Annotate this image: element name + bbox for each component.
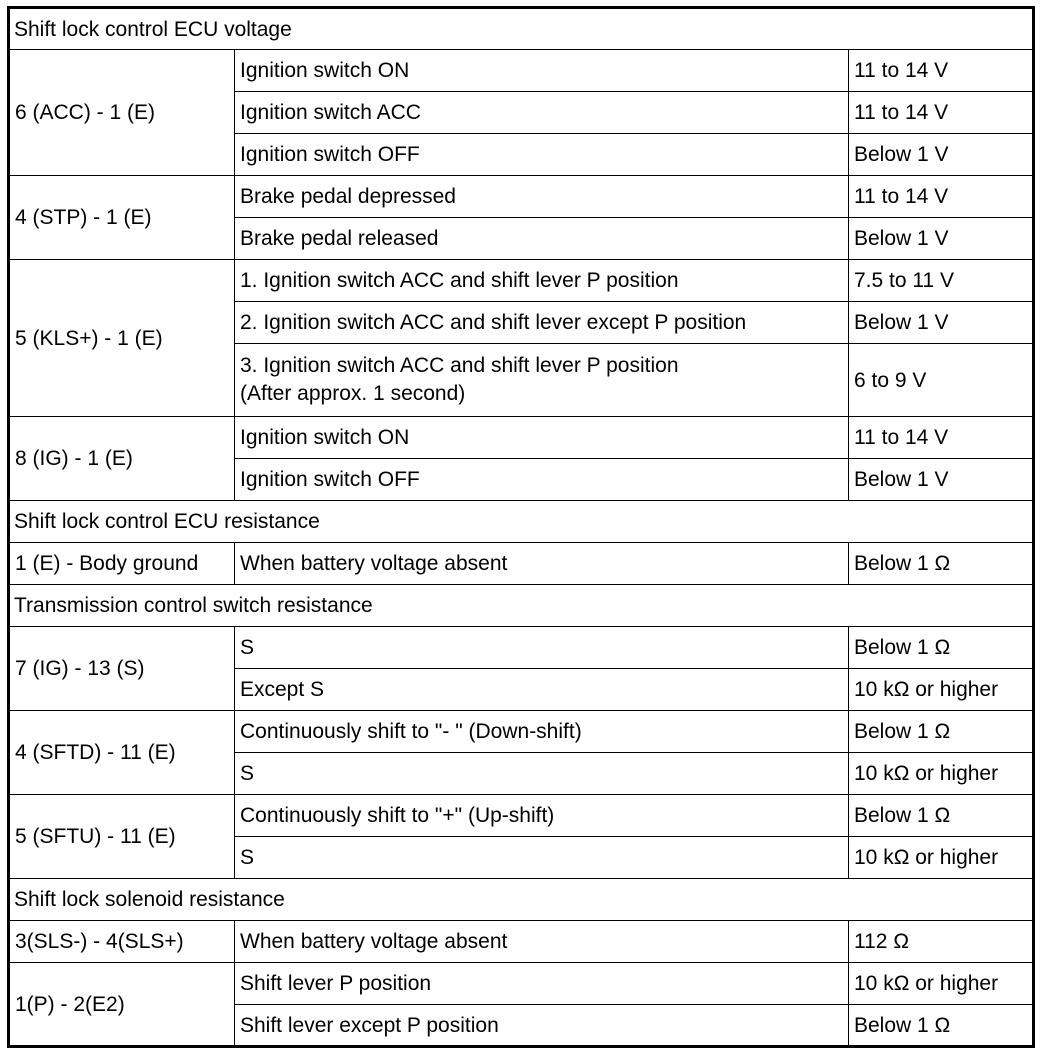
spec-cell: 112 Ω: [849, 921, 1034, 963]
condition-cell: When battery voltage absent: [235, 921, 849, 963]
terminal-cell: 1 (E) - Body ground: [9, 543, 235, 585]
section-header-row: [9, 879, 1034, 921]
specification-table: [7, 6, 1035, 1048]
table-row: [9, 260, 1034, 302]
condition-cell: S: [235, 753, 849, 795]
condition-cell: Ignition switch OFF: [235, 134, 849, 176]
condition-cell: S: [235, 627, 849, 669]
table-row: [9, 711, 1034, 753]
condition-cell: Ignition switch ACC: [235, 92, 849, 134]
condition-line: 3. Ignition switch ACC and shift lever P position: [240, 354, 679, 377]
condition-cell: Shift lever P position: [235, 963, 849, 1005]
condition-cell: [235, 344, 849, 417]
table-row: [9, 921, 1034, 963]
condition-cell: Brake pedal released: [235, 218, 849, 260]
condition-line: (After approx. 1 second): [240, 382, 466, 405]
spec-cell: Below 1 Ω: [849, 1005, 1034, 1047]
terminal-cell: 8 (IG) - 1 (E): [9, 417, 235, 501]
terminal-cell: 1(P) - 2(E2): [9, 963, 235, 1047]
spec-cell: 11 to 14 V: [849, 176, 1034, 218]
terminal-cell: 7 (IG) - 13 (S): [9, 627, 235, 711]
spec-cell: Below 1 V: [849, 302, 1034, 344]
table-row: [9, 176, 1034, 218]
condition-cell: Brake pedal depressed: [235, 176, 849, 218]
condition-cell: Ignition switch ON: [235, 50, 849, 92]
spec-cell: 6 to 9 V: [849, 344, 1034, 417]
table-row: [9, 963, 1034, 1005]
terminal-cell: 6 (ACC) - 1 (E): [9, 50, 235, 176]
spec-cell: 11 to 14 V: [849, 92, 1034, 134]
section-title: Transmission control switch resistance: [9, 585, 1034, 627]
condition-cell: 2. Ignition switch ACC and shift lever except P position: [235, 302, 849, 344]
table-row: [9, 543, 1034, 585]
table-row: [9, 795, 1034, 837]
condition-cell: 1. Ignition switch ACC and shift lever P position: [235, 260, 849, 302]
table-row: [9, 627, 1034, 669]
condition-cell: Continuously shift to "+" (Up-shift): [235, 795, 849, 837]
condition-cell: Ignition switch OFF: [235, 459, 849, 501]
terminal-cell: 4 (SFTD) - 11 (E): [9, 711, 235, 795]
spec-cell: 10 kΩ or higher: [849, 753, 1034, 795]
terminal-cell: 5 (SFTU) - 11 (E): [9, 795, 235, 879]
spec-cell: Below 1 Ω: [849, 543, 1034, 585]
spec-cell: Below 1 Ω: [849, 795, 1034, 837]
spec-cell: 11 to 14 V: [849, 417, 1034, 459]
table-row: [9, 417, 1034, 459]
condition-cell: Shift lever except P position: [235, 1005, 849, 1047]
section-title: Shift lock solenoid resistance: [9, 879, 1034, 921]
terminal-cell: 3(SLS-) - 4(SLS+): [9, 921, 235, 963]
terminal-cell: 4 (STP) - 1 (E): [9, 176, 235, 260]
section-header-row: [9, 8, 1034, 50]
section-header-row: [9, 585, 1034, 627]
section-header-row: [9, 501, 1034, 543]
spec-cell: Below 1 Ω: [849, 627, 1034, 669]
condition-cell: S: [235, 837, 849, 879]
spec-cell: Below 1 V: [849, 459, 1034, 501]
spec-cell: 10 kΩ or higher: [849, 669, 1034, 711]
section-title: Shift lock control ECU resistance: [9, 501, 1034, 543]
spec-cell: Below 1 V: [849, 218, 1034, 260]
terminal-cell: 5 (KLS+) - 1 (E): [9, 260, 235, 417]
condition-cell: Continuously shift to "- " (Down-shift): [235, 711, 849, 753]
table-row: [9, 50, 1034, 92]
spec-cell: 10 kΩ or higher: [849, 963, 1034, 1005]
condition-cell: Except S: [235, 669, 849, 711]
spec-cell: 10 kΩ or higher: [849, 837, 1034, 879]
section-title: Shift lock control ECU voltage: [9, 8, 1034, 50]
spec-cell: Below 1 V: [849, 134, 1034, 176]
spec-cell: 7.5 to 11 V: [849, 260, 1034, 302]
condition-cell: When battery voltage absent: [235, 543, 849, 585]
condition-cell: Ignition switch ON: [235, 417, 849, 459]
spec-cell: Below 1 Ω: [849, 711, 1034, 753]
spec-cell: 11 to 14 V: [849, 50, 1034, 92]
